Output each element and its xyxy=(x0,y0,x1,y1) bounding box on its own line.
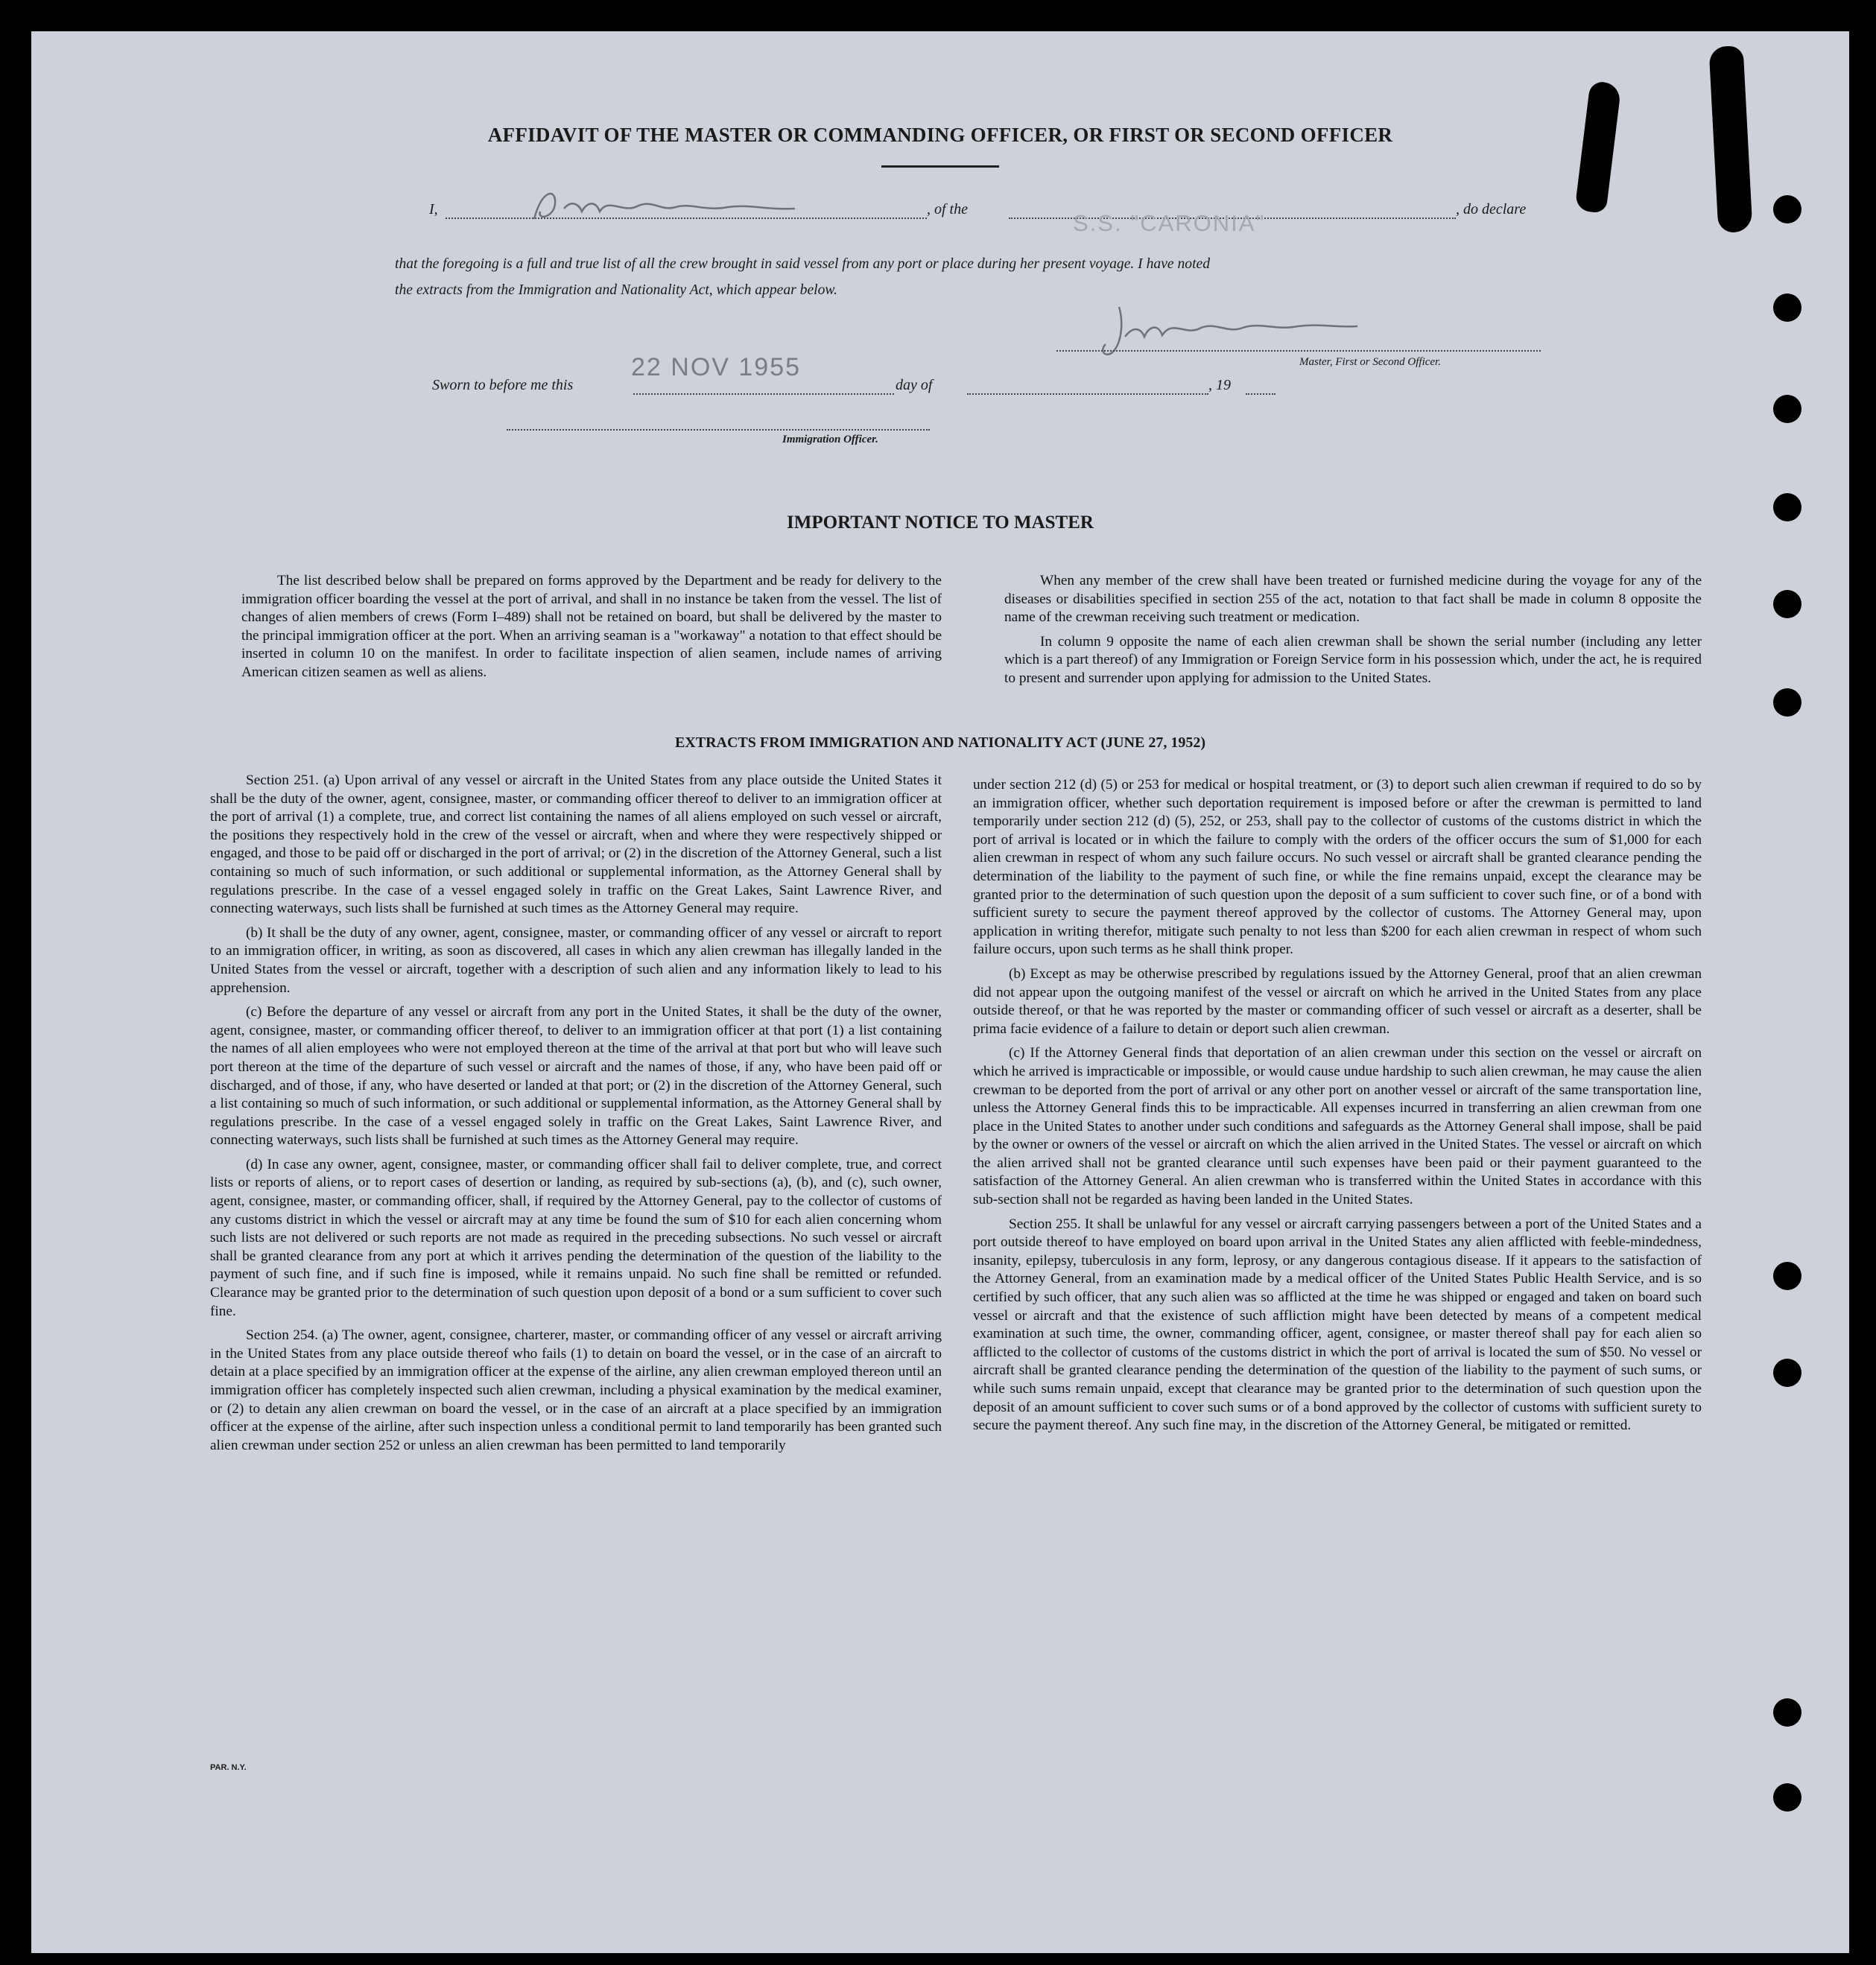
extract-paragraph: Section 255. It shall be unlawful for any vessel or aircraft carrying passengers between a port of the United States and a port outside thereof to have employed on board upon arrival in the United States any alien afflicted with feeble-mindedness, insanity, epilepsy, tuberculosis in any form, leprosy, or any dangerous contagious disease. If it appears to the satisfaction of the Attorney General, from an examination made by a medical officer of the United States Public Health Service, and is so certified by such officer, that any such alien was so afflicted at the time he was shipped or engaged and taken on board such vessel or aircraft and that the existence of such affliction might have been detected by means of a competent medical examination at such time, the owner, commanding officer, agent, consignee, or master thereof shall pay for each alien so afflicted to the collector of customs of the customs district in which the port of arrival is located the sum of $50. No vessel or aircraft shall be granted clearance pending the determination of the question of the liability to the payment of such sums, or while such sums remain unpaid, except that clearance may be granted prior to the determination of such question upon the deposit of an amount sufficient to cover such sums or of a bond approved by the collector of customs with sufficient surety to secure the payment thereof. Any such fine may, in the discretion of the Attorney General, be mitigated or remitted. xyxy=(973,1216,1702,1434)
affidavit-declaration-line: that the foregoing is a full and true list of all the crew brought in said vessel from any port or place during her present voyage. I have noted xyxy=(395,256,1211,272)
sworn-date-stamp: 22 NOV 1955 xyxy=(631,353,802,381)
affidavit-title: AFFIDAVIT OF THE MASTER OR COMMANDING OFFICER, OR FIRST OR SECOND OFFICER xyxy=(487,124,1393,146)
extract-paragraph: Section 251. (a) Upon arrival of any vessel or aircraft in the United States from any place outside the United States it shall be the duty of the owner, agent, consignee, master, or commanding officer thereof to deliver to an immigration officer at the port of arrival (1) a complete, true, and correct list containing the names of all aliens employed on such vessel or aircraft, the positions they respectively hold in the crew of the vessel or aircraft, when and where they were respectively shipped or engaged, and those to be paid off or discharged in the port of arrival; or (2) in the discretion of the Attorney General, such a list containing so much of such information, or such additional or supplemental information, as the Attorney General shall by regulations prescribe. In the case of a vessel engaged solely in traffic on the Great Lakes, Saint Lawrence River, and connecting waterways, such lists shall be furnished at such times as the Attorney General may require. xyxy=(210,772,942,917)
extract-paragraph: under section 212 (d) (5) or 253 for medical or hospital treatment, or (3) to deport such alien crewman if required to do so by an immigration officer, whether such deportation requirement is imposed before or after the crewman is permitted to land temporarily under section 212 (d) (5), 252, or 253, shall pay to the collector of customs of the customs district in which the port of arrival is located or in which the failure to comply with the orders of the officer occurs the sum of $1,000 for each alien crewman in respect of whom any such failure occurs. No such vessel or aircraft shall be granted clearance pending the determination of the liability to the payment of such fine, or while the fine remains unpaid, except the clearance may be granted prior to the determination of such question upon the deposit of a sum sufficient to cover such fine, or of a bond with sufficient surety to secure the payment thereof approved by the collector of customs. The Attorney General may, upon application in writing therefor, mitigate such penalty to not less than $200 for each alien crewman in respect of whom such failure occurs, upon such terms as he shall think proper. xyxy=(973,777,1702,958)
master-signature xyxy=(1089,292,1372,359)
title-rule xyxy=(881,165,999,168)
extract-paragraph: (b) It shall be the duty of any owner, agent, consignee, master, or commanding officer of any vessel or aircraft to report to an immigration officer, in writing, as soon as discovered, all cases in which any alien crewman has illegally landed in the United States from the vessel or aircraft, together with a description of such alien and any information likely to lead to his apprehension. xyxy=(210,924,942,996)
of-the-label: , of the xyxy=(927,201,968,218)
punch-hole xyxy=(1773,1359,1801,1387)
ship-name: S.S. "CARONIA" xyxy=(1073,210,1266,236)
affidavit-extracts-line: the extracts from the Immigration and Nationality Act, which appear below. xyxy=(395,282,837,298)
do-declare-label: , do declare xyxy=(1456,201,1527,218)
extract-paragraph: (c) If the Attorney General finds that deportation of an alien crewman under this section on the vessel or aircraft on which he arrived is impracticable or impossible, or would cause undue hardship to such alien crewman, he may cause the alien crewman to be deported from the port of arrival or any other port on another vessel or aircraft of the same transportation line, unless the Attorney General finds this to be impracticable. All expenses incurred in transferring an alien crewman from one place in the United States to another under such conditions and safeguards as the Attorney General shall impose, shall be paid by the owner or owners of the vessel or aircraft on which the alien arrived in the United States. The vessel or aircraft on which the alien arrived shall not be granted clearance until such expenses have been paid or their payment guaranteed to the satisfaction of the Attorney General. An alien crewman who is transferred within the United States in accordance with this sub-section shall not be regarded as having been landed in the United States. xyxy=(973,1045,1702,1208)
punch-hole xyxy=(1773,1698,1801,1727)
extract-paragraph: Section 254. (a) The owner, agent, consignee, charterer, master, or commanding officer of any vessel or aircraft arriving in the United States from any place outside thereof who fails (1) to detain on board the vessel, or in the case of an aircraft to detain at a place specified by an immigration officer at the expense of the airline, any alien crewman employed thereon until an immigration officer has completely inspected such alien crewman, including a physical examination by the medical examiner, or (2) to detain any alien crewman on board the vessel, or in the case of an aircraft at a place specified by an immigration officer at the expense of the airline, after such inspection unless a conditional permit to land temporarily has been granted such alien crewman under section 252 or unless an alien crewman has been permitted to land temporarily xyxy=(210,1327,942,1453)
year-dotted-line xyxy=(1246,393,1276,395)
sworn-day-dotted-line xyxy=(633,393,894,395)
day-of-label: day of xyxy=(896,377,933,393)
notice-paragraph: When any member of the crew shall have been treated or furnished medicine during the voyage for any of the diseases or disabilities specified in section 255 of the act, notation to that fact shall be made in column 8 opposite the name of the crewman receiving such treatment or medication. xyxy=(1004,573,1702,626)
punch-hole xyxy=(1773,293,1801,322)
immigration-caption: Immigration Officer. xyxy=(782,434,878,445)
punch-hole xyxy=(1773,1262,1801,1290)
notice-right-column xyxy=(1004,572,1702,694)
notice-title: IMPORTANT NOTICE TO MASTER xyxy=(787,512,1094,533)
punch-hole xyxy=(1773,1783,1801,1812)
extracts-right-column xyxy=(973,776,1702,1441)
master-signature-line xyxy=(1056,350,1541,352)
notice-paragraph: The list described below shall be prepared on forms approved by the Department and be ready for delivery to the immigration officer boarding the vessel at the port of arrival, and shall in no instance be taken from the vessel. The list of changes of alien members of crews (Form I–489) shall not be retained on board, but shall be delivered by the master to the principal immigration officer at the port. When an arriving seaman is a "workaway" a notation to that effect should be inserted in column 10 on the manifest. In order to facilitate inspection of alien seamen, include names of arriving American citizen seamen as well as aliens. xyxy=(241,573,942,680)
punch-hole xyxy=(1773,195,1801,223)
year-label: , 19 xyxy=(1208,377,1231,393)
document-page xyxy=(31,31,1849,1953)
master-name-signature xyxy=(527,182,810,226)
printer-mark: PAR. N.Y. xyxy=(210,1763,247,1772)
extracts-left-column xyxy=(210,772,942,1461)
punch-hole xyxy=(1773,590,1801,618)
i-label: I, xyxy=(429,201,438,218)
punch-hole xyxy=(1773,688,1801,717)
immigration-officer-line xyxy=(507,429,930,431)
punch-hole xyxy=(1773,395,1801,423)
extracts-title: EXTRACTS FROM IMMIGRATION AND NATIONALITY ACT (JUNE 27, 1952) xyxy=(674,734,1206,751)
extract-paragraph: (d) In case any owner, agent, consignee, master, or commanding officer shall fail to deliver complete, true, and correct lists or reports of aliens, or to report cases of desertion or landing, as required by sub-sections (a), (b), and (c), such owner, agent, consignee, master, or commanding officer, shall, if required by the Attorney General, pay to the collector of customs of any customs district in which the vessel or aircraft may at any time be found the sum of $10 for each alien concerning whom such lists are not delivered or such reports are not made as required in the preceding subsections. No such vessel or aircraft shall be granted clearance from any port at which it arrives pending the determination of the question of the liability to the payment of such fine, and if such fine is imposed, while it remains unpaid. No such fine shall be remitted or refunded. Clearance may be granted prior to the determination of such question upon deposit of a bond or a sum sufficient to cover such fine. xyxy=(210,1156,942,1319)
master-caption: Master, First or Second Officer. xyxy=(1299,356,1441,368)
extract-paragraph: (b) Except as may be otherwise prescribed by regulations issued by the Attorney General, proof that an alien crewman did not appear upon the outgoing manifest of the vessel or aircraft on which he arrived in the United States from any place outside thereof, or that he was reported by the master or commanding officer of such vessel or aircraft as a deserter, shall be prima facie evidence of a failure to detain or deport such alien crewman. xyxy=(973,965,1702,1037)
sworn-label: Sworn to before me this xyxy=(432,377,574,393)
extract-paragraph: (c) Before the departure of any vessel or aircraft from any port in the United States, it shall be the duty of the owner, agent, consignee, master, or commanding officer thereof, to deliver to an immigration officer at that port (1) a list containing the names of all alien employees who were not employed thereon at the time of the arrival at that port but who will leave such port thereon at the time of the departure of such vessel or aircraft and the names of those, if any, who have been paid off or discharged, and of those, if any, who have deserted or landed at that port; or (2) in the discretion of the Attorney General, such a list containing so much of such information, or such additional or supplemental information, as the Attorney General shall by regulations prescribe. In the case of a vessel engaged solely in traffic on the Great Lakes, Saint Lawrence River, and connecting waterways, such lists shall be furnished at such times as the Attorney General may require. xyxy=(210,1004,942,1149)
ink-blot-left xyxy=(1574,80,1621,214)
notice-paragraph: In column 9 opposite the name of each alien crewman shall be shown the serial number (including any letter which is a part thereof) of any Immigration or Foreign Service form in his possession which, under the act, he is required to present and surrender upon applying for admission to the United States. xyxy=(1004,633,1702,686)
notice-left-column xyxy=(241,572,942,688)
sworn-month-dotted-line xyxy=(967,393,1208,395)
